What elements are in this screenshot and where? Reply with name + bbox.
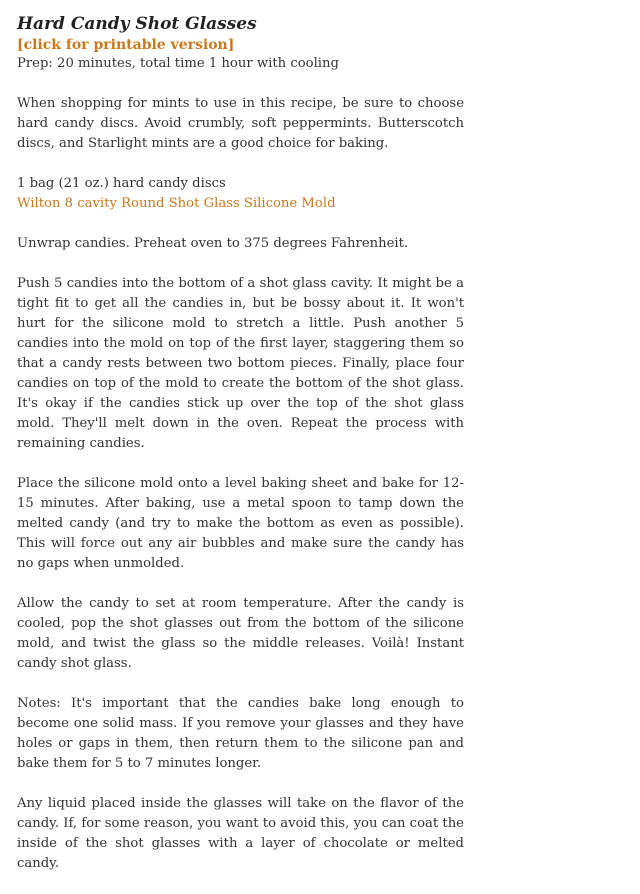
intro-paragraph: When shopping for mints to use in this recipe, be sure to choose hard candy discs. Avoid crumbly, soft peppermints. Butterscotch discs, and Starlight mints are a good choice for baking. <box>17 96 464 151</box>
mold-product-link[interactable]: Wilton 8 cavity Round Shot Glass Silicone Mold <box>17 196 336 211</box>
notes-paragraph: Notes: It's important that the candies bake long enough to become one solid mass. If you remove your glasses and they have holes or gaps in them, then return them to the silicone pan and bake them for 5 to 7 minutes longer. <box>17 696 464 771</box>
step-paragraph: Push 5 candies into the bottom of a shot glass cavity. It might be a tight fit to get all the candies in, but be bossy about it. It won't hurt for the silicone mold to stretch a little. Push another 5 candies into the mold on top of the first layer, staggering them so that a candy rests between two bottom pieces. Finally, place four candies on top of the mold to create the bottom of the shot glass. It's okay if the candies stick up over the top of the shot glass mold. They'll melt down in the oven. Repeat the process with remaining candies. <box>17 276 464 451</box>
printable-version-link[interactable]: [click for printable version] <box>17 37 235 53</box>
recipe-article <box>17 12 464 894</box>
flavor-note-paragraph: Any liquid placed inside the glasses will take on the flavor of the candy. If, for some reason, you want to avoid this, you can coat the inside of the shot glasses with a layer of chocolate or melted candy. <box>17 796 464 871</box>
recipe-title: Hard Candy Shot Glasses <box>17 14 257 34</box>
step-paragraph: Allow the candy to set at room temperature. After the candy is cooled, pop the shot glasses out from the bottom of the silicone mold, and twist the glass so the middle releases. Voilà! Instant candy shot glass. <box>17 596 464 671</box>
prep-time: Prep: 20 minutes, total time 1 hour with cooling <box>17 56 339 71</box>
ingredient-item: 1 bag (21 oz.) hard candy discs <box>17 176 226 191</box>
ingredients-list <box>17 174 464 214</box>
step-paragraph: Place the silicone mold onto a level baking sheet and bake for 12-15 minutes. After baking, use a metal spoon to tamp down the melted candy (and try to make the bottom as even as possible). This will force out any air bubbles and make sure the candy has no gaps when unmolded. <box>17 476 464 571</box>
step-paragraph: Unwrap candies. Preheat oven to 375 degrees Fahrenheit. <box>17 236 409 251</box>
